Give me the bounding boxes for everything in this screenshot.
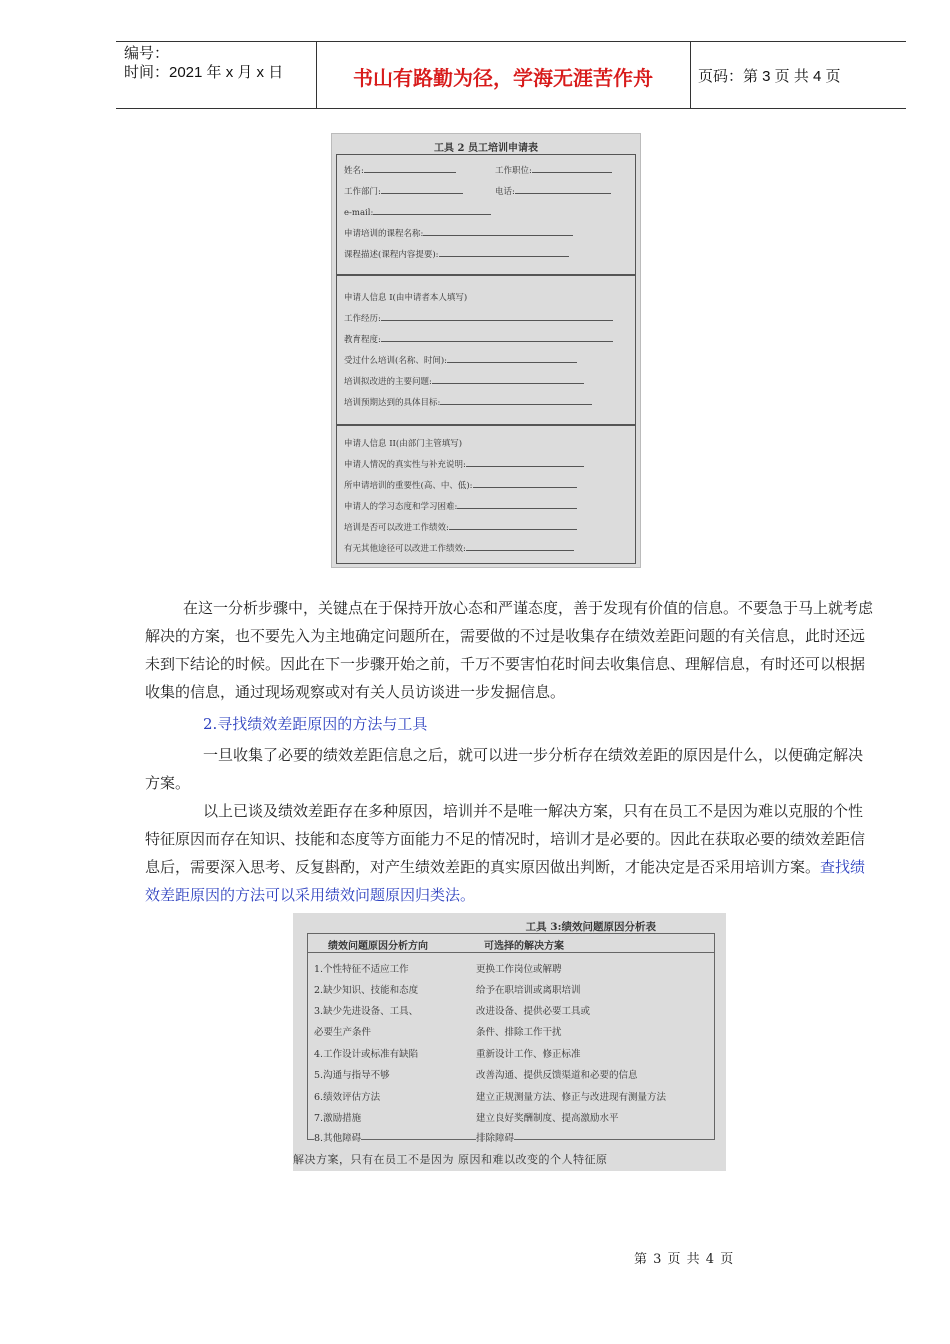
section-heading: 申请人信息 I(由申请者本人填写) bbox=[344, 293, 468, 303]
analysis-table bbox=[307, 933, 715, 1144]
header-divider bbox=[308, 952, 714, 953]
number-label: 编号： bbox=[124, 45, 170, 62]
page-footer: 第 3 页 共 4 页 bbox=[634, 1252, 735, 1267]
field-email: e-mail: bbox=[344, 208, 374, 218]
cause-cell: 3.缺少先进设备、工具、 bbox=[314, 1006, 419, 1017]
cause-cell: 5.沟通与指导不够 bbox=[314, 1070, 390, 1081]
field-improve: 培训是否可以改进工作绩效: bbox=[344, 523, 449, 533]
cause-cell: 必要生产条件 bbox=[314, 1027, 372, 1038]
cause-analysis-table-image bbox=[293, 913, 726, 1171]
form-title: 工具 2 员工培训申请表 bbox=[434, 143, 538, 154]
time-label: 时间：2021 年 x 月 x 日 bbox=[124, 64, 284, 81]
field-problems: 培训拟改进的主要问题: bbox=[344, 377, 432, 387]
field-attitude: 申请人的学习态度和学习困难: bbox=[344, 502, 458, 512]
section-heading: 申请人信息 II(由部门主管填写) bbox=[344, 439, 463, 449]
solution-cell: 更换工作岗位或解聘 bbox=[476, 964, 562, 975]
solution-cell: 重新设计工作、修正标准 bbox=[476, 1049, 581, 1060]
section-subheading: 2.寻找绩效差距原因的方法与工具 bbox=[203, 715, 428, 733]
field-phone: 电话: bbox=[495, 187, 515, 197]
cause-cell: 2.缺少知识、技能和态度 bbox=[314, 985, 419, 996]
field-authenticity: 申请人情况的真实性与补充说明: bbox=[344, 460, 466, 470]
solution-cell: 建立良好奖酬制度、提高激励水平 bbox=[476, 1113, 619, 1124]
paragraph-text: 以上已谈及绩效差距存在多种原因，培训并不是唯一解决方案，只有在员工不是因为难以克服的个性特征原因而存在知识、技能和态度等方面能力不足的情况时，培训才是必要的。因此在获取必要的绩效差距信息后，需要深入思考、反复斟酌，对产生绩效差距的真实原因做出判断，才能决定是否采用培训方案。 bbox=[145, 802, 866, 876]
paragraph bbox=[145, 594, 875, 706]
solution-cell: 排除障碍 bbox=[476, 1130, 514, 1144]
field-importance: 所申请培训的重要性(高、中、低): bbox=[344, 481, 473, 491]
field-goals: 培训预期达到的具体目标: bbox=[344, 398, 441, 408]
highlighted-text: 查找绩效差距原因的方法可以采用绩效问题原因归类法。 bbox=[145, 858, 866, 904]
field-past-training: 受过什么培训(名称、时间): bbox=[344, 356, 447, 366]
paragraph bbox=[145, 797, 875, 909]
paragraph-text: 一旦收集了必要的绩效差距信息之后，就可以进一步分析存在绩效差距的原因是什么，以便确定解决方案。 bbox=[145, 746, 864, 792]
field-work-history: 工作经历: bbox=[344, 314, 381, 324]
cause-cell: 7.激励措施 bbox=[314, 1113, 362, 1124]
column-header: 绩效问题原因分析方向 bbox=[328, 941, 428, 952]
field-course-desc: 课程描述(课程内容提要): bbox=[344, 250, 439, 260]
field-alternatives: 有无其他途径可以改进工作绩效: bbox=[344, 544, 466, 554]
field-department: 工作部门: bbox=[344, 187, 381, 197]
header-page-label: 页码：第 3 页 共 4 页 bbox=[698, 68, 841, 85]
header-motto: 书山有路勤为径，学海无涯苦作舟 bbox=[353, 66, 653, 90]
solution-cell: 条件、排除工作干扰 bbox=[476, 1027, 562, 1038]
column-header: 可选择的解决方案 bbox=[484, 941, 564, 952]
cause-cell: 8.其他障碍 bbox=[314, 1130, 361, 1144]
training-application-form-image bbox=[331, 133, 641, 568]
table-title: 工具 3:绩效问题原因分析表 bbox=[525, 921, 656, 933]
page-header bbox=[116, 41, 906, 109]
header-meta bbox=[124, 44, 314, 82]
table-footnote: 解决方案，只有在员工不是因为 原因和难以改变的个人特征原 bbox=[293, 1153, 608, 1166]
cause-cell: 1.个性特征不适应工作 bbox=[314, 964, 409, 975]
field-course-name: 申请培训的课程名称: bbox=[344, 229, 424, 239]
field-position: 工作职位: bbox=[495, 166, 532, 176]
solution-cell: 改善沟通、提供反馈渠道和必要的信息 bbox=[476, 1070, 638, 1081]
header-divider bbox=[690, 42, 691, 108]
paragraph bbox=[145, 741, 875, 797]
solution-cell: 建立正规测量方法、修正与改进现有测量方法 bbox=[476, 1092, 667, 1103]
solution-cell: 改进设备、提供必要工具或 bbox=[476, 1006, 591, 1017]
solution-cell: 给予在职培训或离职培训 bbox=[476, 985, 581, 996]
cause-cell: 6.绩效评估方法 bbox=[314, 1092, 381, 1103]
field-education: 教育程度: bbox=[344, 335, 381, 345]
cause-cell: 4.工作设计或标准有缺陷 bbox=[314, 1049, 419, 1060]
paragraph-text: 在这一分析步骤中，关键点在于保持开放心态和严谨态度，善于发现有价值的信息。不要急于马上就考虑解决的方案，也不要先入为主地确定问题所在，需要做的不过是收集存在绩效差距问题的有关信息，此时还远未到下结论的时候。因此在下一步骤开始之前，千万不要害怕花时间去收集信息、理解信息，有时还可以根据收集的信息，通过现场观察或对有关人员访谈进一步发掘信息。 bbox=[145, 599, 874, 701]
field-name: 姓名: bbox=[344, 166, 364, 176]
